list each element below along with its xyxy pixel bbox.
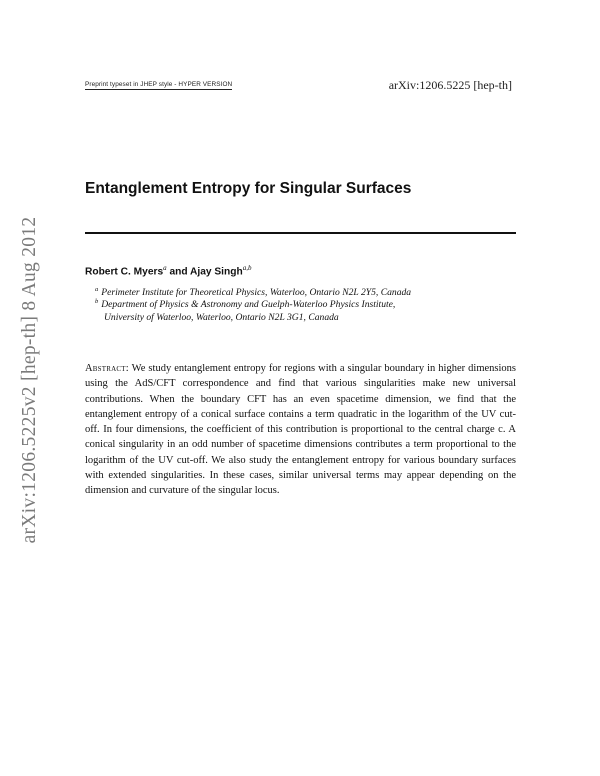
affiliation-mark: a — [95, 286, 99, 293]
abstract-text: We study entanglement entropy for regions with a singular boundary in higher dimensions using the AdS/CFT correspondence and find that various singularities make new universal contributions. When the boundary CFT has an even spacetime dimension, we find that the entanglement entropy of a conical surface contains a term quadratic in the logarithm of the UV cut-off. In four dimensions, the coefficient of this contribution is proportional to the central charge c. A conical singularity in an odd number of spacetime dimensions contributes a term proportional to the logarithm of the UV cut-off. We also study the entanglement entropy for various boundary surfaces with extended singularities. In these cases, similar universal terms may appear depending on the dimension and curvature of the singular locus. — [85, 363, 517, 497]
abstract — [85, 361, 516, 499]
author-conjunction: and — [166, 266, 191, 278]
affiliation-text: Department of Physics & Astronomy and Guelph-Waterloo Physics Institute, — [101, 299, 396, 311]
affiliation-mark: a — [163, 264, 167, 272]
paper-title: Entanglement Entropy for Singular Surfaces — [85, 180, 412, 197]
affiliation-text: Perimeter Institute for Theoretical Physics, Waterloo, Ontario N2L 2Y5, Canada — [101, 287, 412, 299]
preprint-note: Preprint typeset in JHEP style - HYPER VERSION — [85, 81, 233, 88]
author-list — [85, 264, 251, 277]
title-rule — [85, 232, 516, 234]
author-name: Ajay Singh — [190, 266, 243, 278]
affiliation — [95, 298, 395, 310]
affiliation-text: University of Waterloo, Waterloo, Ontario N2L 3G1, Canada — [104, 312, 339, 323]
arxiv-identifier: arXiv:1206.5225 [hep-th] — [388, 78, 512, 92]
affiliation-mark: b — [95, 298, 99, 305]
affiliation-mark: a,b — [242, 264, 252, 272]
affiliation — [95, 286, 411, 298]
arxiv-side-stamp: arXiv:1206.5225v2 [hep-th] 8 Aug 2012 — [19, 216, 40, 544]
author-name: Robert C. Myers — [85, 266, 164, 278]
affiliation — [104, 312, 339, 323]
abstract-label: Abstract: — [85, 363, 129, 374]
